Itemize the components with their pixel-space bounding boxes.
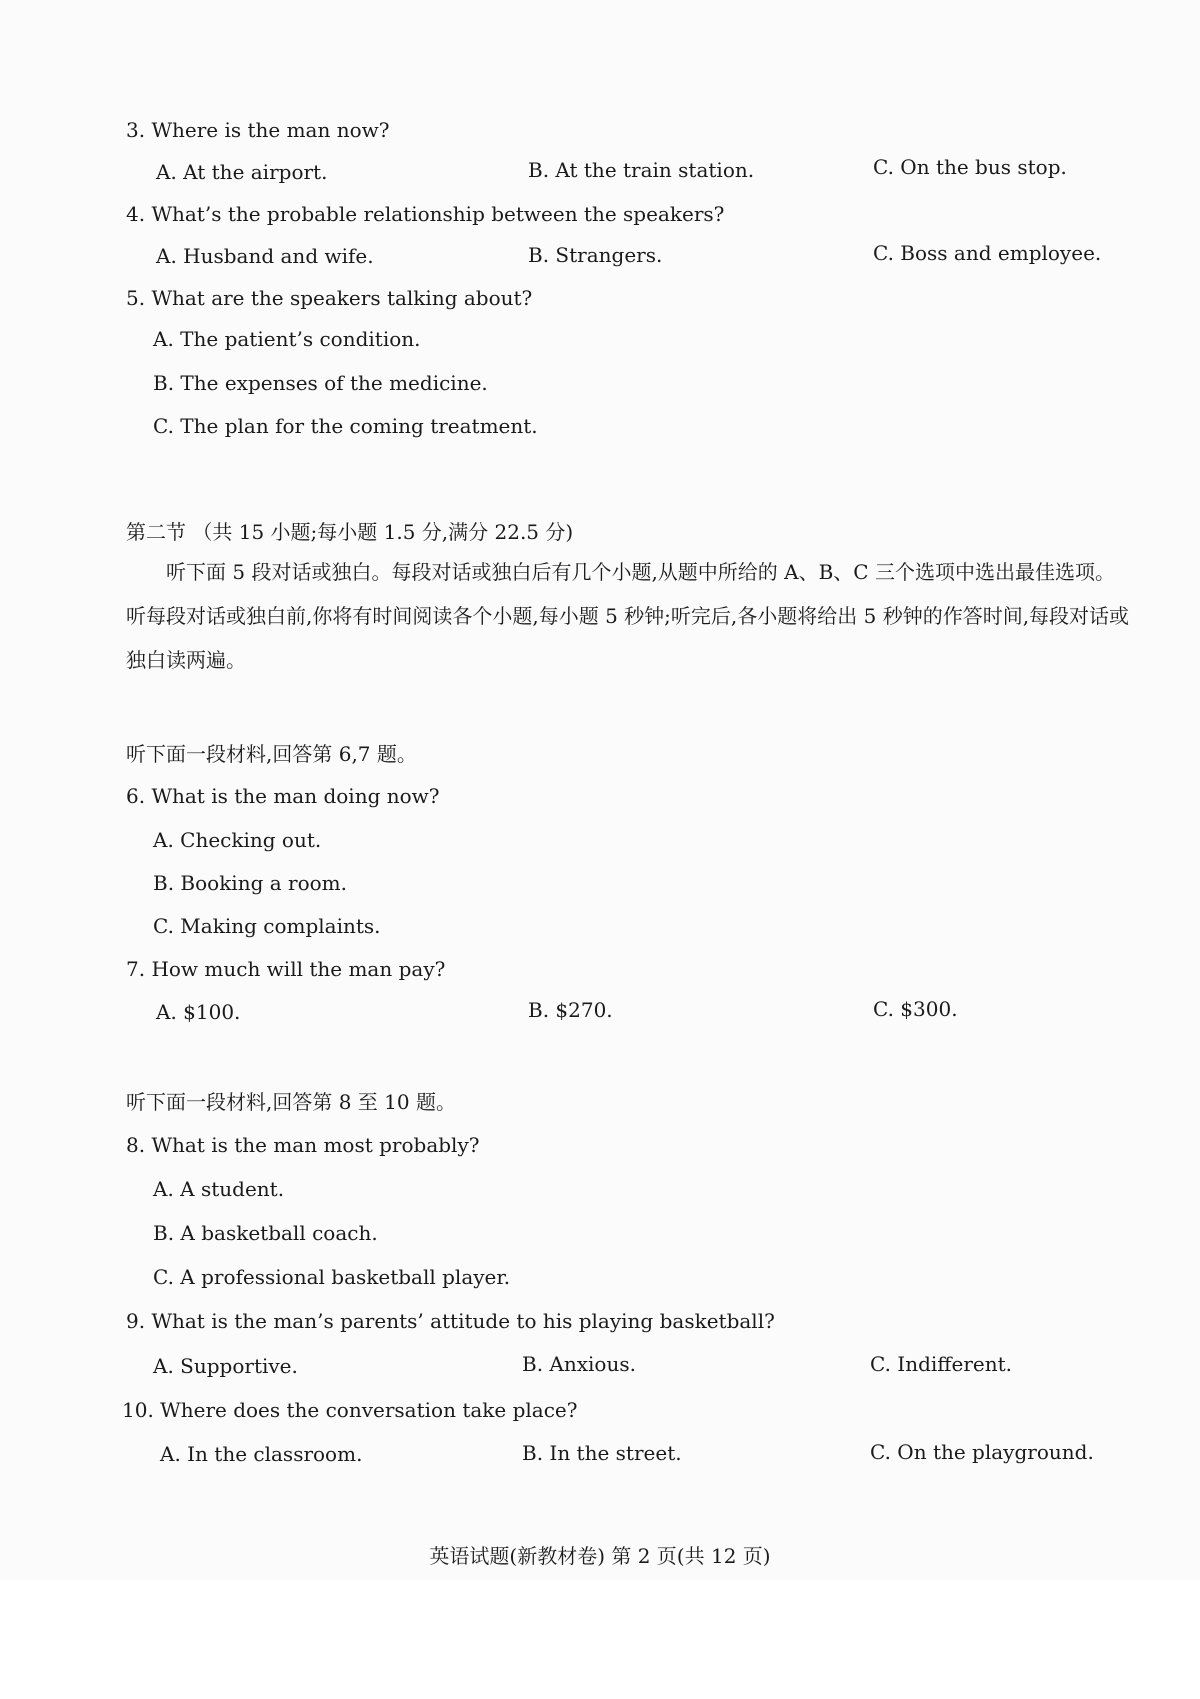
- question-5: 5. What are the speakers talking about?: [126, 286, 533, 310]
- q4-option-a: A. Husband and wife.: [156, 244, 374, 268]
- q9-option-a: A. Supportive.: [153, 1354, 298, 1378]
- q5-option-b: B. The expenses of the medicine.: [153, 371, 488, 395]
- q4-option-c: C. Boss and employee.: [873, 241, 1102, 265]
- page-footer: 英语试题(新教材卷) 第 2 页(共 12 页): [429, 1544, 771, 1568]
- question-9: 9. What is the man’s parents’ attitude to his playing basketball?: [126, 1309, 775, 1333]
- q4-option-b: B. Strangers.: [528, 243, 663, 267]
- group-2-intro: 听下面一段材料,回答第 8 至 10 题。: [126, 1090, 456, 1114]
- q9-option-b: B. Anxious.: [522, 1352, 636, 1376]
- q8-option-b: B. A basketball coach.: [153, 1221, 378, 1245]
- q8-option-c: C. A professional basketball player.: [153, 1265, 511, 1289]
- question-8: 8. What is the man most probably?: [126, 1133, 480, 1157]
- q7-option-a: A. $100.: [156, 1000, 241, 1024]
- question-6: 6. What is the man doing now?: [126, 784, 440, 808]
- group-1-intro: 听下面一段材料,回答第 6,7 题。: [126, 742, 417, 766]
- q10-option-b: B. In the street.: [522, 1441, 682, 1465]
- question-3: 3. Where is the man now?: [126, 118, 390, 142]
- question-10: 10. Where does the conversation take place?: [122, 1398, 578, 1422]
- q3-option-c: C. On the bus stop.: [873, 155, 1067, 179]
- question-7: 7. How much will the man pay?: [126, 957, 446, 981]
- section-2-heading: 第二节 （共 15 小题;每小题 1.5 分,满分 22.5 分): [126, 520, 574, 544]
- question-4: 4. What’s the probable relationship between the speakers?: [126, 202, 725, 226]
- q5-option-c: C. The plan for the coming treatment.: [153, 414, 538, 438]
- q6-option-b: B. Booking a room.: [153, 871, 347, 895]
- q7-option-b: B. $270.: [528, 998, 613, 1022]
- section-2-instructions: 听下面 5 段对话或独白。每段对话或独白后有几个小题,从题中所给的 A、B、C 三个选项中选出最佳选项。听每段对话或独白前,你将有时间阅读各个小题,每小题 5 秒钟;听完后,各小题将给出 5 秒钟的作答时间,每段对话或独白读两遍。: [126, 560, 1130, 672]
- q10-option-a: A. In the classroom.: [160, 1442, 363, 1466]
- q9-option-c: C. Indifferent.: [870, 1352, 1013, 1376]
- q6-option-c: C. Making complaints.: [153, 914, 381, 938]
- blank-margin: [0, 1580, 1200, 1699]
- q10-option-c: C. On the playground.: [870, 1440, 1094, 1464]
- q3-option-a: A. At the airport.: [156, 160, 328, 184]
- q7-option-c: C. $300.: [873, 997, 958, 1021]
- q5-option-a: A. The patient’s condition.: [153, 327, 421, 351]
- q6-option-a: A. Checking out.: [153, 828, 322, 852]
- q3-option-b: B. At the train station.: [528, 158, 755, 182]
- q8-option-a: A. A student.: [153, 1177, 285, 1201]
